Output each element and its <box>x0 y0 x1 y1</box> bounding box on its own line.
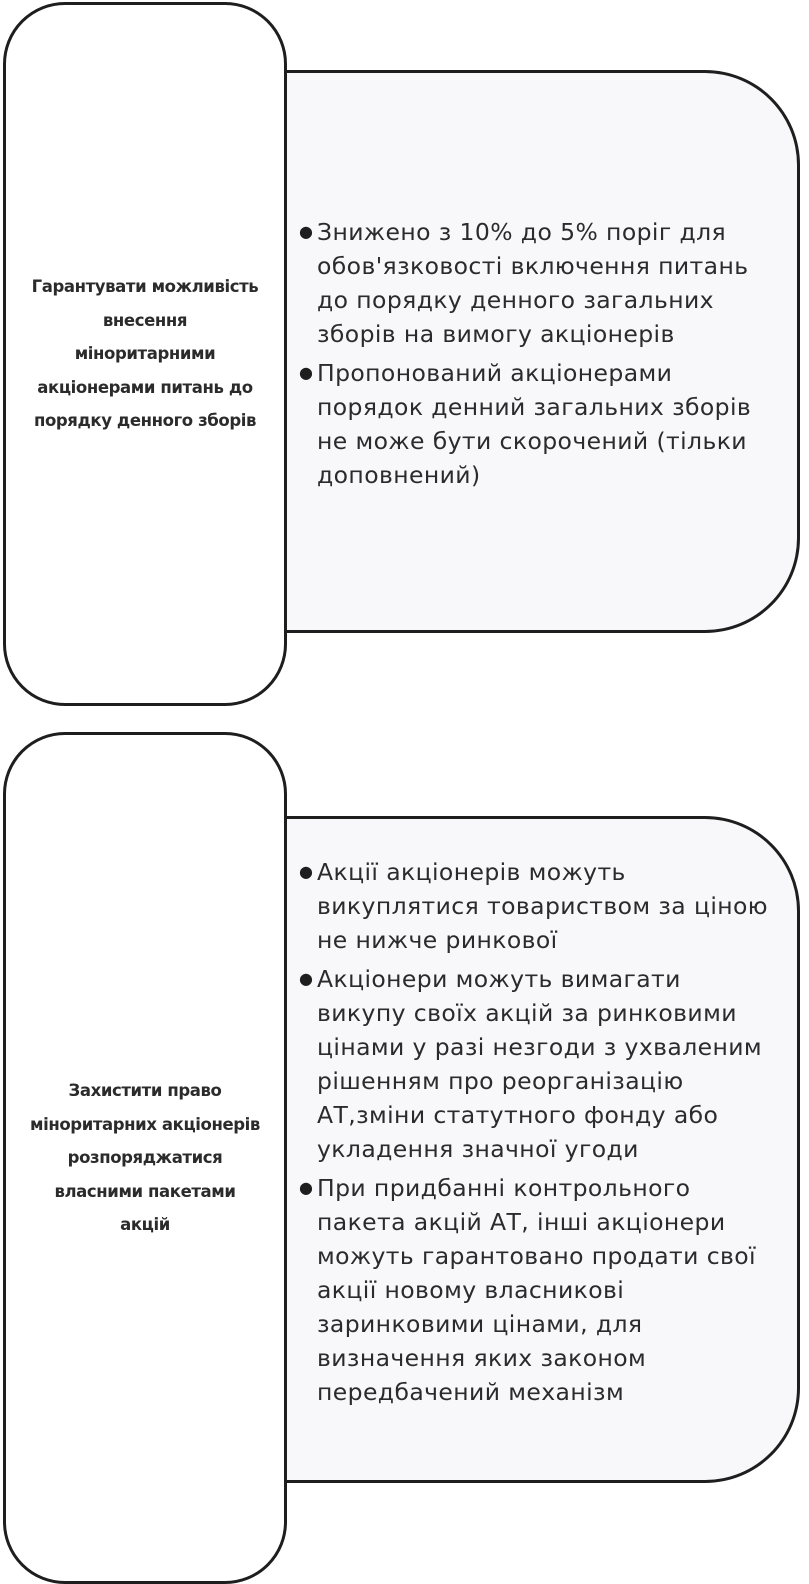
bullet-icon: ● <box>299 222 314 241</box>
bullet-icon: ● <box>299 363 314 382</box>
measures-list <box>295 855 777 1414</box>
goal-box <box>3 732 287 1584</box>
measure-text: Знижено з 10% до 5% поріг для обов'язковості включення питань до порядку денного загальних зборів на вимогу акціонерів <box>317 218 749 348</box>
measure-text: Акціонери можуть вимагати викупу своїх акцій за ринковими цінами у разі незгоди з ухваленим рішенням про реорганізацію АТ,зміни статутного фонду або укладення значної угоди <box>317 965 763 1163</box>
goal-title: Гарантувати можливість внесення міноритарними акціонерами питань до порядку денного зборів <box>31 277 259 431</box>
bullet-icon: ● <box>299 1178 314 1197</box>
goal-block-1 <box>0 0 809 710</box>
measure-item <box>295 962 777 1166</box>
goal-box <box>3 2 287 706</box>
measures-box <box>265 70 800 633</box>
bullet-icon: ● <box>299 862 314 881</box>
measure-text: При придбанні контрольного пакета акцій АТ, інші акціонери можуть гарантовано продати свої акції новому власникові заринковими цінами, для визначення яких законом передбачений механізм <box>317 1174 756 1406</box>
measure-text: Акції акціонерів можуть викуплятися товариством за ціною не нижче ринкової <box>317 858 768 954</box>
measure-text: Пропонований акціонерами порядок денний загальних зборів не може бути скорочений (тільки доповнений) <box>317 359 752 489</box>
measure-item <box>295 1171 777 1409</box>
bullet-icon: ● <box>299 969 314 988</box>
goal-block-2 <box>0 730 809 1584</box>
goal-title: Захистити право міноритарних акціонерів розпоряджатися власними пакетами акцій <box>30 1081 260 1235</box>
measure-item <box>295 215 777 351</box>
measures-list <box>295 215 777 497</box>
measure-item <box>295 855 777 957</box>
measure-item <box>295 356 777 492</box>
measures-box <box>265 816 800 1483</box>
